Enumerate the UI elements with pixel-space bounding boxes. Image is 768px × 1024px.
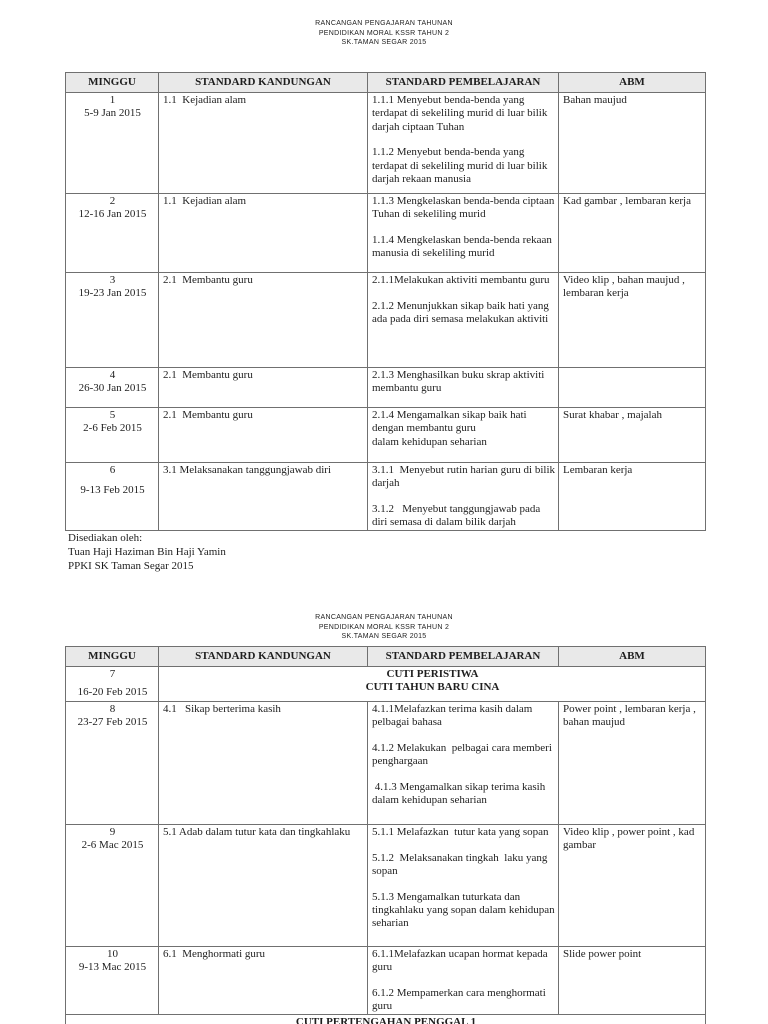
- holiday-cell: [159, 667, 706, 702]
- table-row: [66, 825, 706, 947]
- column-header-standard-kandungan: STANDARD KANDUNGAN: [159, 73, 368, 93]
- column-header-standard-kandungan: STANDARD KANDUNGAN: [159, 647, 368, 667]
- holiday-row-cell: [66, 1014, 706, 1024]
- lesson-plan-table: [65, 72, 706, 531]
- week-dates: 23-27 Feb 2015: [77, 716, 148, 729]
- learning-standard-cell: [368, 947, 559, 1015]
- table-row: [66, 93, 706, 194]
- learning-standard-item: 2.1.2 Menunjukkan sikap baik hati yang ada pada diri semasa melakukan aktiviti: [372, 299, 552, 326]
- page-header-line: PENDIDIKAN MORAL KSSR TAHUN 2: [318, 623, 450, 631]
- learning-standard-cell: [368, 408, 559, 463]
- content-standard-cell: [159, 947, 368, 1015]
- week-dates: 19-23 Jan 2015: [78, 287, 147, 300]
- content-standard-text: 1.1 Kejadian alam: [163, 94, 247, 106]
- teaching-aids-cell: [559, 194, 706, 273]
- week-number: 4: [109, 369, 116, 381]
- week-dates: 26-30 Jan 2015: [78, 382, 147, 395]
- prepared-by-line: Disediakan oleh:: [68, 532, 143, 544]
- prepared-by-line: Tuan Haji Haziman Bin Haji Yamin: [68, 546, 226, 558]
- holiday-label: CUTI TAHUN BARU CINA: [365, 681, 500, 694]
- week-dates: 12-16 Jan 2015: [78, 208, 147, 221]
- content-standard-cell: [159, 194, 368, 273]
- week-cell: [66, 463, 159, 531]
- content-standard-text: 2.1 Membantu guru: [163, 274, 253, 286]
- week-number: 10: [107, 948, 118, 960]
- week-cell: [66, 368, 159, 408]
- table-row: [66, 408, 706, 463]
- week-cell: [66, 825, 159, 947]
- teaching-aids-text: Video klip , power point , kad gambar: [563, 826, 698, 852]
- lesson-plan-grid: [65, 646, 706, 1024]
- learning-standard-item: 1.1.1 Menyebut benda-benda yang terdapat di sekeliling murid di luar bilik darjah ciptaan Tuhan: [372, 94, 551, 133]
- table-row: [66, 194, 706, 273]
- table-row: [66, 1014, 706, 1024]
- teaching-aids-cell: [559, 947, 706, 1015]
- learning-standard-cell: [368, 825, 559, 947]
- learning-standard-item: 4.1.2 Melakukan pelbagai cara memberi penghargaan: [372, 742, 555, 768]
- week-cell: [66, 273, 159, 368]
- content-standard-text: 5.1 Adab dalam tutur kata dan tingkahlaku: [163, 826, 351, 838]
- learning-standard-item: 6.1.1Melafazkan ucapan hormat kepada guru: [372, 948, 551, 974]
- page-header-line: RANCANGAN PENGAJARAN TAHUNAN: [315, 614, 453, 621]
- table-row: [66, 667, 706, 702]
- learning-standard-item: 5.1.1 Melafazkan tutur kata yang sopan: [372, 826, 549, 838]
- table-header-row: [66, 73, 706, 93]
- content-standard-cell: [159, 273, 368, 368]
- teaching-aids-cell: [559, 368, 706, 408]
- week-cell: [66, 93, 159, 194]
- teaching-aids-text: Kad gambar , lembaran kerja: [563, 195, 691, 207]
- learning-standard-item: 4.1.3 Mengamalkan sikap terima kasih dalam kehidupan seharian: [372, 781, 548, 807]
- table-row: [66, 463, 706, 531]
- content-standard-cell: [159, 93, 368, 194]
- content-standard-text: 1.1 Kejadian alam: [163, 195, 247, 207]
- page-header-line: SK.TAMAN SEGAR 2015: [341, 39, 427, 46]
- learning-standard-item: 1.1.2 Menyebut benda-benda yang terdapat di sekeliling murid di luar bilik darjah rekaan manusia: [372, 146, 551, 185]
- learning-standard-cell: [368, 463, 559, 531]
- learning-standard-item: 2.1.1Melakukan aktiviti membantu guru: [372, 274, 550, 286]
- holiday-label: CUTI PERTENGAHAN PENGGAL 1: [295, 1015, 477, 1024]
- week-cell: [66, 947, 159, 1015]
- column-header-minggu: MINGGU: [66, 647, 159, 667]
- column-header-minggu: MINGGU: [66, 73, 159, 93]
- content-standard-text: 4.1 Sikap berterima kasih: [163, 703, 281, 715]
- learning-standard-cell: [368, 93, 559, 194]
- page-header: [0, 613, 768, 642]
- prepared-by-line: PPKI SK Taman Segar 2015: [68, 560, 194, 572]
- teaching-aids-cell: [559, 408, 706, 463]
- column-header-abm: ABM: [559, 647, 706, 667]
- week-dates: 5-9 Jan 2015: [84, 107, 141, 120]
- table-row: [66, 947, 706, 1015]
- holiday-label: CUTI PERISTIWA: [386, 668, 479, 680]
- learning-standard-item: 5.1.3 Mengamalkan tuturkata dan tingkahlaku yang sopan dalam kehidupan seharian: [372, 890, 558, 930]
- learning-standard-item: 6.1.2 Mempamerkan cara menghormati guru: [372, 987, 549, 1013]
- week-cell: [66, 408, 159, 463]
- week-dates: 16-20 Feb 2015: [77, 686, 148, 699]
- week-dates: 9-13 Feb 2015: [80, 484, 145, 497]
- learning-standard-item: 2.1.4 Mengamalkan sikap baik hati dengan membantu guru dalam kehidupan seharian: [372, 409, 527, 448]
- column-header-standard-pembelajaran: STANDARD PEMBELAJARAN: [368, 73, 559, 93]
- learning-standard-cell: [368, 368, 559, 408]
- week-number: 8: [109, 703, 116, 715]
- week-number: 3: [109, 274, 116, 286]
- learning-standard-item: 1.1.4 Mengkelaskan benda-benda rekaan manusia di sekeliling murid: [372, 234, 555, 260]
- week-number: 7: [109, 668, 116, 680]
- content-standard-text: 2.1 Membantu guru: [163, 409, 253, 421]
- teaching-aids-cell: [559, 463, 706, 531]
- page-header-line: SK.TAMAN SEGAR 2015: [341, 633, 427, 640]
- learning-standard-cell: [368, 273, 559, 368]
- learning-standard-cell: [368, 194, 559, 273]
- table-row: [66, 368, 706, 408]
- week-dates: 9-13 Mac 2015: [78, 961, 147, 974]
- week-number: 6: [109, 464, 116, 476]
- week-number: 5: [109, 409, 116, 421]
- week-cell: [66, 667, 159, 702]
- prepared-by-note: [68, 531, 226, 573]
- column-header-standard-pembelajaran: STANDARD PEMBELAJARAN: [368, 647, 559, 667]
- table-row: [66, 702, 706, 825]
- content-standard-cell: [159, 408, 368, 463]
- content-standard-cell: [159, 463, 368, 531]
- learning-standard-item: 2.1.3 Menghasilkan buku skrap aktiviti membantu guru: [372, 369, 548, 395]
- teaching-aids-cell: [559, 825, 706, 947]
- content-standard-text: 3.1 Melaksanakan tanggungjawab diri: [163, 464, 332, 476]
- content-standard-cell: [159, 825, 368, 947]
- learning-standard-item: 5.1.2 Melaksanakan tingkah laku yang sopan: [372, 851, 551, 878]
- table-header-row: [66, 647, 706, 667]
- week-number: 1: [109, 94, 116, 106]
- week-cell: [66, 194, 159, 273]
- column-header-abm: ABM: [559, 73, 706, 93]
- content-standard-text: 6.1 Menghormati guru: [163, 948, 266, 960]
- week-number: 2: [109, 195, 116, 207]
- teaching-aids-cell: [559, 273, 706, 368]
- teaching-aids-text: Power point , lembaran kerja , bahan maujud: [563, 703, 699, 729]
- teaching-aids-text: Surat khabar , majalah: [563, 409, 662, 421]
- week-number: 9: [109, 826, 116, 838]
- learning-standard-cell: [368, 702, 559, 825]
- teaching-aids-cell: [559, 702, 706, 825]
- table-row: [66, 273, 706, 368]
- lesson-plan-grid: [65, 72, 706, 531]
- content-standard-cell: [159, 702, 368, 825]
- week-dates: 2-6 Mac 2015: [81, 839, 144, 852]
- page-header-line: PENDIDIKAN MORAL KSSR TAHUN 2: [318, 29, 450, 37]
- learning-standard-item: 1.1.3 Mengkelaskan benda-benda ciptaan Tuhan di sekeliling murid: [372, 195, 557, 221]
- learning-standard-item: 3.1.1 Menyebut rutin harian guru di bilik darjah: [372, 464, 558, 490]
- learning-standard-item: 3.1.2 Menyebut tanggungjawab pada diri semasa di dalam bilik darjah: [372, 503, 544, 529]
- teaching-aids-text: Video klip , bahan maujud , lembaran kerja: [563, 274, 688, 300]
- teaching-aids-text: Lembaran kerja: [563, 464, 633, 476]
- teaching-aids-text: Slide power point: [563, 948, 642, 960]
- week-cell: [66, 702, 159, 825]
- learning-standard-item: 4.1.1Melafazkan terima kasih dalam pelbagai bahasa: [372, 703, 536, 729]
- content-standard-text: 2.1 Membantu guru: [163, 369, 253, 381]
- page-header-line: RANCANGAN PENGAJARAN TAHUNAN: [315, 20, 453, 27]
- content-standard-cell: [159, 368, 368, 408]
- lesson-plan-table: [65, 646, 706, 1024]
- week-dates: 2-6 Feb 2015: [83, 422, 142, 435]
- teaching-aids-text: Bahan maujud: [563, 94, 627, 106]
- page-header: [0, 19, 768, 48]
- teaching-aids-cell: [559, 93, 706, 194]
